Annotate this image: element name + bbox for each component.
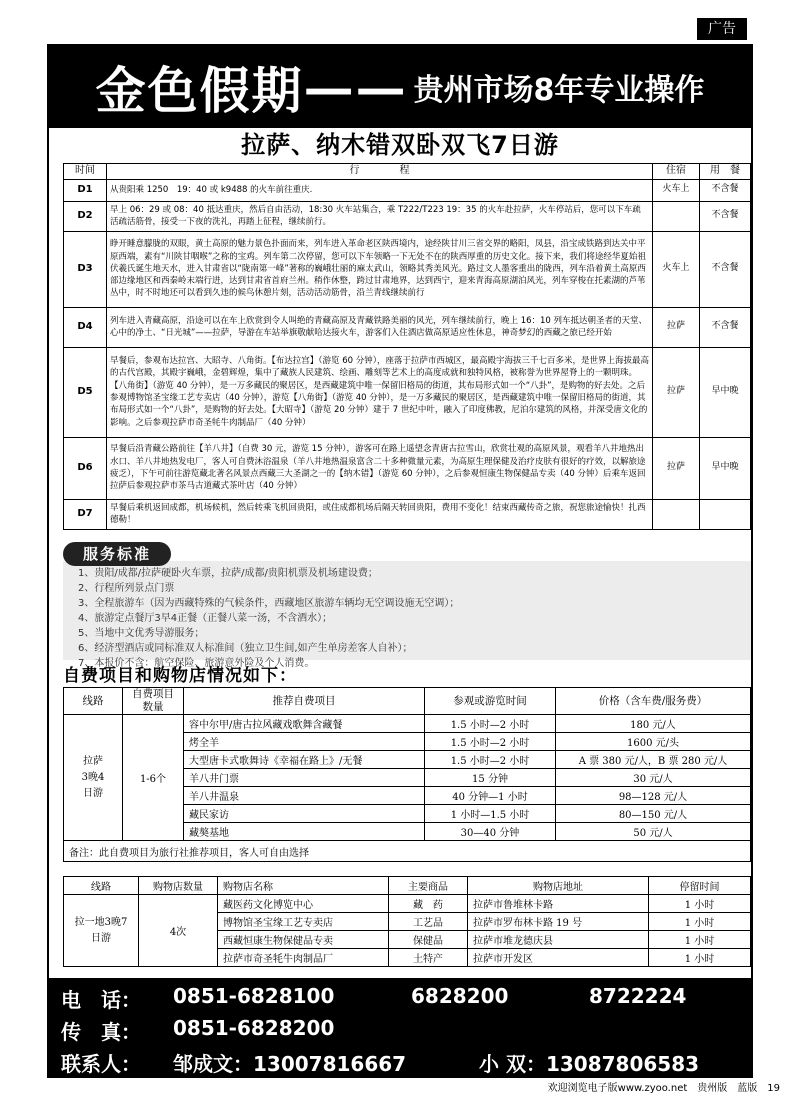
- opt-price: 30 元/人: [556, 769, 751, 787]
- shop-goods: 保健品: [389, 931, 468, 949]
- fax-label: 传 真：: [61, 1020, 141, 1044]
- service-item: 5、当地中文优秀导游服务；: [78, 628, 205, 639]
- shop-header-stay: 停留时间: [649, 877, 751, 895]
- phone-number: 0851-6828100: [173, 984, 335, 1008]
- opt-header-count: 自费项目数量: [123, 688, 184, 715]
- contact-block: [49, 978, 751, 1078]
- service-item: 2、行程所列景点门票: [78, 583, 175, 594]
- contact-label: 联系人：: [61, 1052, 141, 1076]
- day-label: D1: [64, 179, 107, 201]
- day-text: 早餐后，参观布达拉宫、大昭寺、八角街。【布达拉宫】（游览 60 分钟），座落于拉萨市西城区，最高殿宇海拔三千七百多米，是世界上海拔最高的古代宫殿，其殿宇巍峨，金碧辉煌，集中了藏族人民建筑、绘画、雕刻等艺术上的高度成就和独特风格，被称誉为世界屋脊上的一颗明珠。【八角街】（游览 40 分钟），是一万多藏民的聚居区，是西藏建筑中唯一保留旧格局的街道，其布局形式如一个“八卦”，是购物的好去处。之后参观博物馆圣宝缘工艺专卖店（40 分钟），游览【八角街】（游览 40 分钟），是一万多藏民的聚居区，是西藏建筑中唯一保留旧格局的街道，其布局形式如一个“八卦”，是购物的好去处。【大昭寺】（游览 20 分钟）建于 7 世纪中叶，融入了印度佛教，尼泊尔建筑的风格，并深受唐文化的影响。之后参观拉萨市奇圣牦牛肉制品厂（40 分钟）: [107, 347, 653, 437]
- day-stay: 拉萨: [653, 347, 700, 437]
- opt-item: 容中尔甲/唐古拉风藏戏歌舞含藏餐: [184, 715, 425, 733]
- service-list: [78, 566, 718, 671]
- opt-time: 1.5 小时—2 小时: [425, 715, 556, 733]
- day-meal: [700, 499, 751, 529]
- opt-item: 藏獒基地: [184, 823, 425, 841]
- contact-person: 小 双：13087806583: [479, 1052, 700, 1076]
- opt-price: 98—128 元/人: [556, 787, 751, 805]
- route-title: 拉萨、纳木错双卧双飞7日游: [241, 131, 559, 159]
- itinerary-table: [63, 163, 751, 530]
- shop-header-addr: 购物店地址: [468, 877, 649, 895]
- shop-goods: 土特产: [389, 949, 468, 967]
- banner-sub: 贵州市场8年专业操作: [413, 73, 705, 108]
- opt-count: 1-6个: [123, 715, 184, 841]
- day-label: D6: [64, 437, 107, 499]
- itinerary-row: [64, 347, 751, 437]
- itinerary-row: [64, 499, 751, 529]
- fax-number: 0851-6828200: [173, 1016, 335, 1040]
- day-meal: 不含餐: [700, 179, 751, 201]
- shop-header-route: 线路: [64, 877, 139, 895]
- shop-name: 西藏恒康生物保健品专卖: [218, 931, 389, 949]
- shop-stay: 1 小时: [649, 895, 751, 913]
- day-text: 早上 06：29 或 08：40 抵达重庆，然后自由活动，18:30 火车站集合，乘 T222/T223 19：35 的火车赴拉萨，火车停站后，您可以下车疏活疏活筋骨，接受一下夜的洗礼，再踏上征程，继续前行。: [107, 201, 653, 231]
- opt-time: 15 分钟: [425, 769, 556, 787]
- opt-route: 拉萨3晚4日游: [64, 715, 123, 841]
- day-label: D4: [64, 307, 107, 347]
- shop-header-count: 购物店数量: [139, 877, 218, 895]
- day-meal: 早中晚: [700, 437, 751, 499]
- opt-time: 1.5 小时—2 小时: [425, 733, 556, 751]
- shop-name: 博物馆圣宝缘工艺专卖店: [218, 913, 389, 931]
- shop-addr: 拉萨市开发区: [468, 949, 649, 967]
- shop-header-goods: 主要商品: [389, 877, 468, 895]
- day-stay: 拉萨: [653, 437, 700, 499]
- day-label: D7: [64, 499, 107, 529]
- opt-time: 30—40 分钟: [425, 823, 556, 841]
- day-stay: 火车上: [653, 231, 700, 307]
- day-stay: 火车上: [653, 179, 700, 201]
- shopping-table: [63, 876, 751, 967]
- shop-addr: 拉萨市罗布林卡路 19 号: [468, 913, 649, 931]
- itinerary-row: [64, 437, 751, 499]
- service-badge: 服务标准: [63, 542, 171, 566]
- banner-dash: ——: [303, 57, 408, 117]
- service-item: 7、本报价不含：航空保险、旅游意外险及个人消费。: [78, 658, 315, 669]
- day-text: 早餐后沿青藏公路前往【羊八井】（自费 30 元，游览 15 分钟），游客可在路上遥望念青唐古拉雪山，欣赏壮观的高原风景，观看羊八井地热出水口、羊八井地热发电厂，客人可自费沐浴温泉（羊八井地热温泉富含二十多种微量元素，为高原生理保健及治疗皮肤有很好的疗效，以解旅途疲乏），下午可前往游览藏北著名风景点西藏三大圣湖之一的【纳木错】（游览 60 分钟），之后参观恒康生物保健品专卖（40 分钟）后乘车返回拉萨后参观拉萨市茶马古道藏式茶叶店（40 分钟）: [107, 437, 653, 499]
- shop-goods: 工艺品: [389, 913, 468, 931]
- phone-number: 8722224: [589, 984, 687, 1008]
- day-meal: 不含餐: [700, 307, 751, 347]
- banner-main: 金色假期: [95, 61, 304, 120]
- table-row: [64, 895, 751, 913]
- itinerary-row: [64, 231, 751, 307]
- day-meal: 不含餐: [700, 231, 751, 307]
- service-item: 4、旅游定点餐厅3早4正餐（正餐八菜一汤，不含酒水）；: [78, 613, 333, 624]
- opt-price: 50 元/人: [556, 823, 751, 841]
- header-route: 行 程: [107, 164, 653, 180]
- contact-person: 邹成文：13007816667: [173, 1052, 407, 1076]
- day-stay: [653, 201, 700, 231]
- opt-header-price: 价格（含车费/服务费）: [556, 688, 751, 715]
- opt-time: 1.5 小时—2 小时: [425, 751, 556, 769]
- footer: 欢迎浏览电子版www.zyoo.net 贵州版 蓝版 19: [547, 1083, 780, 1094]
- opt-header-item: 推荐自费项目: [184, 688, 425, 715]
- shop-stay: 1 小时: [649, 949, 751, 967]
- banner: [49, 46, 751, 128]
- phone-number: 6828200: [411, 984, 509, 1008]
- day-meal: 不含餐: [700, 201, 751, 231]
- opt-note: 备注：此自费项目为旅行社推荐项目，客人可自由选择: [64, 841, 751, 862]
- service-item: 6、经济型酒店或同标准双人标准间（独立卫生间,如产生单房差客人自补）；: [78, 643, 413, 654]
- service-item: 3、全程旅游车（因为西藏特殊的气候条件，西藏地区旅游车辆均无空调设施无空调）；: [78, 598, 460, 609]
- opt-price: 1600 元/头: [556, 733, 751, 751]
- itinerary-row: [64, 201, 751, 231]
- opt-item: 藏民家访: [184, 805, 425, 823]
- shop-goods: 藏 药: [389, 895, 468, 913]
- header-stay: 住宿: [653, 164, 700, 180]
- opt-header-route: 线路: [64, 688, 123, 715]
- shop-route: 拉一地3晚7日游: [64, 895, 139, 967]
- itinerary-row: [64, 179, 751, 201]
- day-label: D2: [64, 201, 107, 231]
- service-item: 1、贵阳/成都/拉萨硬卧火车票，拉萨/成都/贵阳机票及机场建设费；: [78, 568, 378, 579]
- day-text: 睁开睡意朦胧的双眼，黄土高原的魅力景色扑面而来，列车进入革命老区陕西境内，途经陕甘川三省交界的略阳，凤县，沿宝成铁路到达关中平原西端，素有“川陕甘咽喉”之称的宝鸡。列车第二次停留，您可以下车领略一下无处不在的陕西厚重的历史文化。接下来，我们将途经华夏始祖伏羲氏诞生地天水，进入甘肃省以“陇南第一峰”著称的巍峨壮丽的麻太武山，领略其秀美风光。路过文人墨客重出的陇西，列车沿着黄土高原西部边缘地区和西秦岭末端行进，达到甘肃省首府兰州。稍作休整，跨过甘肃地界，达到西宁，迎来青海高原湖泊风光，列车穿梭在托素湖的芦苇丛中，时不时地还可以看到久违的候鸟休憩片刻，活动活动筋骨，沿兰青线继续前行: [107, 231, 653, 307]
- opt-price: 80—150 元/人: [556, 805, 751, 823]
- shop-stay: 1 小时: [649, 913, 751, 931]
- day-stay: 拉萨: [653, 307, 700, 347]
- shop-name: 拉萨市奇圣牦牛肉制品厂: [218, 949, 389, 967]
- shop-name: 藏医药文化博览中心: [218, 895, 389, 913]
- day-label: D3: [64, 231, 107, 307]
- opt-time: 40 分钟—1 小时: [425, 787, 556, 805]
- optional-header: [64, 688, 751, 715]
- phone-label: 电 话：: [61, 988, 141, 1012]
- day-meal: 早中晚: [700, 347, 751, 437]
- itinerary-row: [64, 307, 751, 347]
- opt-price: A 票 380 元/人，B 票 280 元/人: [556, 751, 751, 769]
- shopping-header: [64, 877, 751, 895]
- shop-header-name: 购物店名称: [218, 877, 389, 895]
- opt-item: 大型唐卡式歌舞诗《幸福在路上》/无餐: [184, 751, 425, 769]
- opt-item: 羊八井门票: [184, 769, 425, 787]
- optional-table: [63, 687, 751, 862]
- opt-header-time: 参观或游览时间: [425, 688, 556, 715]
- table-row: [64, 841, 751, 862]
- shop-addr: 拉萨市堆龙德庆县: [468, 931, 649, 949]
- ad-tag: 广告: [697, 18, 747, 40]
- day-text: 早餐后乘机返回成都，机场候机，然后转乘飞机回贵阳，或住成都机场后隔天转回贵阳，费用不变化！结束西藏传奇之旅，祝您旅途愉快！扎西德勒！: [107, 499, 653, 529]
- day-text: 从贵阳乘 1250 19：40 或 k9488 的火车前往重庆.: [107, 179, 653, 201]
- opt-time: 1 小时—1.5 小时: [425, 805, 556, 823]
- header-time: 时间: [64, 164, 107, 180]
- opt-item: 羊八井温泉: [184, 787, 425, 805]
- shop-count: 4次: [139, 895, 218, 967]
- day-label: D5: [64, 347, 107, 437]
- optional-title: 自费项目和购物店情况如下：: [63, 666, 297, 686]
- shop-addr: 拉萨市鲁堆林卡路: [468, 895, 649, 913]
- shop-stay: 1 小时: [649, 931, 751, 949]
- opt-price: 180 元/人: [556, 715, 751, 733]
- day-stay: [653, 499, 700, 529]
- table-row: [64, 715, 751, 733]
- itinerary-header: [64, 164, 751, 180]
- header-meal: 用 餐: [700, 164, 751, 180]
- day-text: 列车进入青藏高原，沿途可以在车上欣赏到令人叫绝的青藏高原及青藏铁路美丽的风光，列车继续前行，晚上 16：10 列车抵达朝圣者的天堂、心中的净土、“日光城”——拉萨，导游在车站举旗敬献哈达接火车，游客们入住酒店做高原适应性休息，神奇梦幻的西藏之旅已经开始: [107, 307, 653, 347]
- opt-item: 烤全羊: [184, 733, 425, 751]
